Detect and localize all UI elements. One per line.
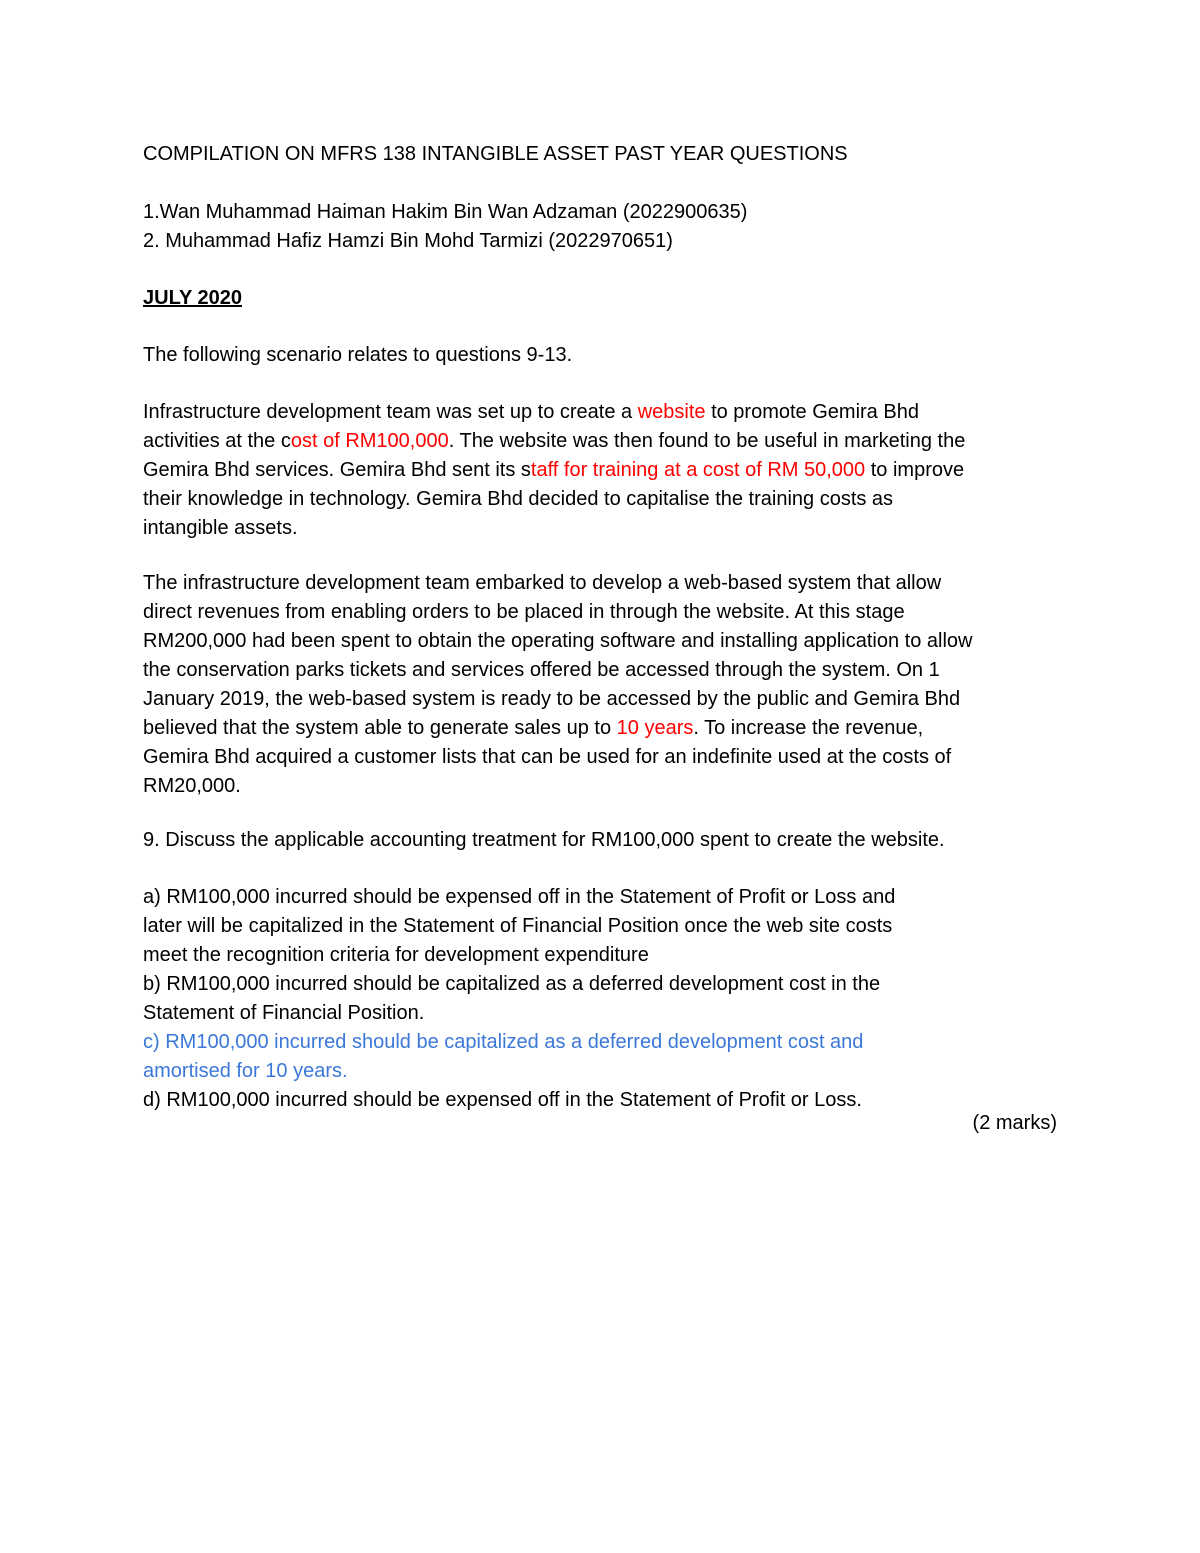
scenario-paragraph-1 (143, 398, 965, 543)
highlight-cost: ost of RM100,000 (290, 430, 449, 452)
answer-options (143, 883, 895, 1115)
para2-line-2: direct revenues from enabling orders to be placed in through the website. At this stage (143, 601, 905, 623)
section-heading-text: JULY 2020 (143, 287, 242, 309)
para2-line-6: believed that the system able to generate sales up to 10 years. To increase the revenue, (143, 717, 924, 739)
para2-line-7: Gemira Bhd acquired a customer lists that can be used for an indefinite used at the costs of (143, 746, 952, 768)
option-b-line-1: b) RM100,000 incurred should be capitalized as a deferred development cost in the (143, 973, 881, 995)
author-1: 1.Wan Muhammad Haiman Hakim Bin Wan Adzaman (2022900635) (143, 201, 748, 223)
document-title (143, 140, 848, 169)
option-a-line-1: a) RM100,000 incurred should be expensed off in the Statement of Profit or Loss and (143, 886, 896, 908)
marks-label: (2 marks) (972, 1112, 1057, 1134)
author-list (143, 198, 747, 256)
option-d-line-1: d) RM100,000 incurred should be expensed off in the Statement of Profit or Loss. (143, 1089, 862, 1111)
scenario-paragraph-2 (143, 569, 972, 801)
option-c-line-2: amortised for 10 years. (143, 1060, 348, 1082)
para2-line-5: January 2019, the web-based system is ready to be accessed by the public and Gemira Bhd (143, 688, 961, 710)
para1-line-4: their knowledge in technology. Gemira Bhd decided to capitalise the training costs as (143, 488, 894, 510)
option-c-line-1: c) RM100,000 incurred should be capitalized as a deferred development cost and (143, 1031, 864, 1053)
para2-line-3: RM200,000 had been spent to obtain the operating software and installing application to allow (143, 630, 973, 652)
question-9 (143, 826, 945, 855)
scenario-intro-text: The following scenario relates to questions 9-13. (143, 344, 573, 366)
highlight-training: taff for training at a cost of RM 50,000 (530, 459, 866, 481)
para1-line-5: intangible assets. (143, 517, 298, 539)
option-a-line-3: meet the recognition criteria for development expenditure (143, 944, 649, 966)
scenario-intro (143, 341, 572, 370)
highlight-website: website (637, 401, 706, 423)
section-heading (143, 284, 242, 313)
para1-line-1: Infrastructure development team was set up to create a website to promote Gemira Bhd (143, 401, 919, 423)
para2-line-4: the conservation parks tickets and services offered be accessed through the system. On 1 (143, 659, 940, 681)
para1-line-3: Gemira Bhd services. Gemira Bhd sent its staff for training at a cost of RM 50,000 to improve (143, 459, 965, 481)
title-text: COMPILATION ON MFRS 138 INTANGIBLE ASSET PAST YEAR QUESTIONS (143, 143, 848, 165)
option-a-line-2: later will be capitalized in the Statement of Financial Position once the web site costs (143, 915, 893, 937)
question-9-text: 9. Discuss the applicable accounting treatment for RM100,000 spent to create the website. (143, 829, 945, 851)
para1-line-2: activities at the cost of RM100,000. The website was then found to be useful in marketing the (143, 430, 966, 452)
author-2: 2. Muhammad Hafiz Hamzi Bin Mohd Tarmizi (2022970651) (143, 230, 673, 252)
para2-line-8: RM20,000. (143, 775, 241, 797)
para2-line-1: The infrastructure development team embarked to develop a web-based system that allow (143, 572, 942, 594)
option-b-line-2: Statement of Financial Position. (143, 1002, 425, 1024)
highlight-10-years: 10 years (616, 717, 694, 739)
